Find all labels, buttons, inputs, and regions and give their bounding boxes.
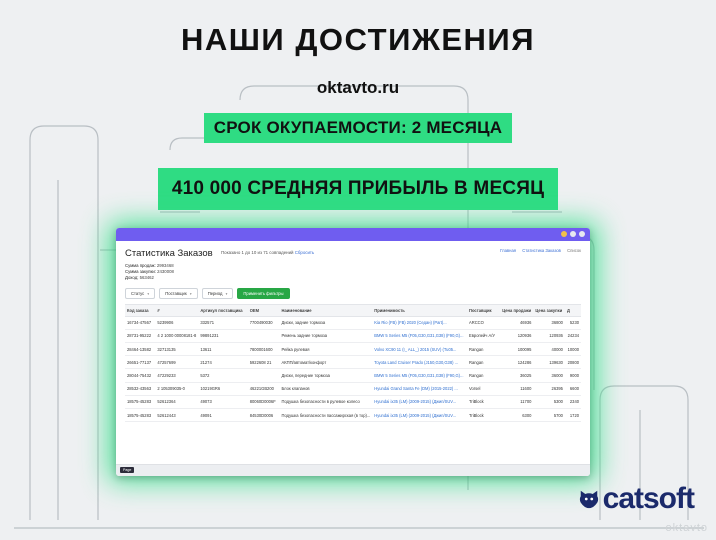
status-chip: Page [120, 467, 134, 473]
cell-supplier-article: 5372 [198, 369, 247, 382]
banner-payback: СРОК ОКУПАЕМОСТИ: 2 МЕСЯЦА [204, 113, 512, 143]
cell-item-name: АКПП/автомат/конфорт [280, 356, 373, 369]
table-row[interactable] [125, 356, 581, 369]
metric-income-label: Доход: [125, 275, 139, 281]
metric-sales-label: Сумма продаж: [125, 263, 156, 268]
filter-period-select[interactable] [202, 288, 234, 299]
results-summary [221, 250, 314, 255]
cell-income: 2340 [565, 395, 581, 408]
cell-purchase-price: 139630 [533, 356, 565, 369]
cell-sale-price: 11700 [500, 395, 533, 408]
cell-applicability: BMW 5 Series M5 (F05,G30,G31,G38) (F90,G)... [372, 329, 467, 342]
cell-income: 10000 [565, 343, 581, 356]
breadcrumb[interactable] [495, 248, 581, 253]
cell-purchase-price: 36000 [533, 369, 565, 382]
chevron-down-icon: ▾ [147, 291, 150, 296]
page-title: НАШИ ДОСТИЖЕНИЯ [181, 22, 535, 57]
breadcrumb-item-list: Список [567, 248, 581, 253]
chevron-down-icon: ▾ [189, 291, 192, 296]
filter-status-select[interactable] [125, 288, 155, 299]
metric-sales-value: 2993468 [156, 263, 174, 268]
banner-profit: 410 000 СРЕДНЯЯ ПРИБЫЛЬ В МЕСЯЦ [158, 168, 558, 210]
close-icon[interactable] [579, 231, 585, 237]
cell-item-name: Блок клапанов [280, 382, 373, 395]
cell-income: 6600 [565, 382, 581, 395]
cell-order-code: 28532-43563 [125, 382, 155, 395]
cell-number: 47257699 [155, 356, 198, 369]
cell-income: 5230 [565, 316, 581, 329]
browser-window [116, 228, 590, 476]
table-row[interactable] [125, 395, 581, 408]
cell-purchase-price: 120936 [533, 329, 565, 342]
cat-head-icon [578, 488, 600, 510]
cell-sale-price: 120936 [500, 329, 533, 342]
cell-sale-price: 100095 [500, 343, 533, 356]
col-oem[interactable]: OEM [248, 304, 280, 316]
table-row[interactable] [125, 369, 581, 382]
cell-item-name: Подушка безопасности в рулевое колесо [280, 395, 373, 408]
cell-supplier: TriBlock [467, 395, 500, 408]
cell-purchase-price: 5300 [533, 395, 565, 408]
cell-oem: 80060D0006F [248, 395, 280, 408]
cell-purchase-price: 36800 [533, 316, 565, 329]
cell-number: 5239906 [155, 316, 198, 329]
cell-applicability: Hyundai Grand Santa Fe (DM) (2015-2022) ... [372, 382, 467, 395]
table-body [125, 316, 581, 422]
summary-metrics [125, 263, 581, 282]
cell-purchase-price: 5700 [533, 408, 565, 421]
cell-purchase-price: 40000 [533, 343, 565, 356]
table-row[interactable] [125, 329, 581, 342]
breadcrumb-item-stats[interactable]: Статистика Заказов [522, 248, 561, 253]
col-order-code[interactable]: Код заказа [125, 304, 155, 316]
cell-supplier-article: 10219GR6 [198, 382, 247, 395]
cell-applicability: Kia Rio (FB) (FB) 2020 (Седан) (Part)... [372, 316, 467, 329]
cell-income: 24234 [565, 329, 581, 342]
cell-supplier-article: 49073 [198, 395, 247, 408]
col-item-name[interactable]: Наименование [280, 304, 373, 316]
filters-toolbar[interactable] [125, 288, 581, 299]
table-row[interactable] [125, 316, 581, 329]
cell-applicability: Volvo XC90 11 (I_ ALL_) 2015 (SUV) (Tu05... [372, 343, 467, 356]
cell-supplier-article: 332571 [198, 316, 247, 329]
filter-supplier-select[interactable] [159, 288, 197, 299]
maximize-icon[interactable] [570, 231, 576, 237]
cell-oem: 5922608 21 [248, 356, 280, 369]
cell-oem: 7700490030 [248, 316, 280, 329]
cell-order-code: 18575-45283 [125, 408, 155, 421]
cell-number: 47229233 [155, 369, 198, 382]
col-sale-price[interactable]: Цена продажи [500, 304, 533, 316]
window-controls[interactable] [561, 231, 585, 237]
cell-applicability: Hyundai ix35 (LM) (2009-2015) (Джип/SUV... [372, 395, 467, 408]
cell-order-code: 26651-77137 [125, 356, 155, 369]
app-content [116, 241, 590, 422]
table-header-row [125, 304, 581, 316]
results-count: Показано 1 до 10 из 71 совпадений [220, 250, 294, 255]
cell-supplier: Европейч А/У [467, 329, 500, 342]
cell-income: 1720 [565, 408, 581, 421]
cell-supplier: Rangan [467, 356, 500, 369]
cell-number: 32713135 [155, 343, 198, 356]
cell-sale-price: 6300 [500, 408, 533, 421]
cell-sale-price: 124286 [500, 356, 533, 369]
cell-item-name: Ремень задние тормоза [280, 329, 373, 342]
cell-order-code: 28731-95222 [125, 329, 155, 342]
cell-number: 52612443 [155, 408, 198, 421]
app-header [125, 248, 581, 259]
cell-oem: 46221GB200 [248, 382, 280, 395]
cell-item-name: Рейка рулевая [280, 343, 373, 356]
reset-link[interactable]: Сбросить [294, 250, 315, 255]
cell-supplier: Rangan [467, 369, 500, 382]
cell-sale-price: 36025 [500, 369, 533, 382]
cell-order-code: 18575-45283 [125, 395, 155, 408]
cell-sale-price: 46936 [500, 316, 533, 329]
col-supplier-article[interactable]: Артикул поставщика [198, 304, 247, 316]
cell-order-code: 28044-75432 [125, 369, 155, 382]
minimize-icon[interactable] [561, 231, 567, 237]
cell-order-code: 16734-47567 [125, 316, 155, 329]
col-income[interactable]: Д [565, 304, 581, 316]
breadcrumb-item-home[interactable]: Главная [500, 248, 517, 253]
filter-status-label: Статус [131, 290, 145, 296]
metric-purchases-value: 2430008 [157, 269, 174, 275]
cell-oem [248, 329, 280, 342]
site-url: oktavto.ru [316, 78, 400, 97]
browser-statusbar [116, 464, 590, 476]
cell-supplier: ARCCO [467, 316, 500, 329]
watermark: oktavto [665, 522, 708, 534]
filter-supplier-label: Поставщик [165, 290, 187, 296]
metric-purchases-label: Сумма закупки: [125, 269, 156, 275]
cell-item-name: Подушка безопасности пассажирская (в тор)... [280, 408, 373, 421]
cell-applicability: Toyota Land Cruiser Prado (J150,G30,G38) ... [372, 356, 467, 369]
cell-income: 9000 [565, 369, 581, 382]
cell-oem: 7800001600 [248, 343, 280, 356]
cell-supplier: Rangan [467, 343, 500, 356]
catsoft-logo [578, 482, 694, 516]
browser-titlebar [116, 228, 590, 241]
cell-oem [248, 369, 280, 382]
cell-oem: 84530D0006 [248, 408, 280, 421]
cell-purchase-price: 26395 [533, 382, 565, 395]
cell-supplier: Vorsel [467, 382, 500, 395]
cell-number: 4 2 1000 00008181-8 [155, 329, 198, 342]
cell-income: 20800 [565, 356, 581, 369]
cell-supplier-article: 21274 [198, 356, 247, 369]
cell-item-name: Диски, передние тормоза [280, 369, 373, 382]
metric-income [125, 275, 581, 281]
chevron-down-icon: ▾ [225, 291, 228, 296]
filter-period-label: Период [207, 290, 223, 296]
cell-supplier: TriBlock [467, 408, 500, 421]
cell-supplier-article: 49091 [198, 408, 247, 421]
cell-number: 2 105309035-0 [155, 382, 198, 395]
col-applicability[interactable]: Применимость [372, 304, 467, 316]
table-row[interactable] [125, 343, 581, 356]
cell-applicability: BMW 5 Series M5 (F05,G30,G31,G38) (F90,G)... [372, 369, 467, 382]
cell-sale-price: 11600 [500, 382, 533, 395]
apply-filters-button[interactable]: Применить фильтры [237, 288, 289, 299]
cell-item-name: Диски, задние тормоза [280, 316, 373, 329]
cell-supplier-article: 13611 [198, 343, 247, 356]
col-supplier[interactable]: Поставщик [467, 304, 500, 316]
table-row[interactable] [125, 408, 581, 421]
metric-income-value: 563462 [139, 275, 154, 281]
col-number[interactable]: # [155, 304, 198, 316]
cell-order-code: 28464-13582 [125, 343, 155, 356]
col-purchase-price[interactable]: Цена закупки [533, 304, 565, 316]
app-title: Статистика Заказов [125, 248, 213, 259]
cell-supplier-article: 99891231 [198, 329, 247, 342]
catsoft-wordmark: catsoft [602, 482, 694, 515]
orders-table [125, 304, 581, 423]
table-row[interactable] [125, 382, 581, 395]
cell-applicability: Hyundai ix35 (LM) (2009-2015) (Джип/SUV... [372, 408, 467, 421]
cell-number: 52612364 [155, 395, 198, 408]
